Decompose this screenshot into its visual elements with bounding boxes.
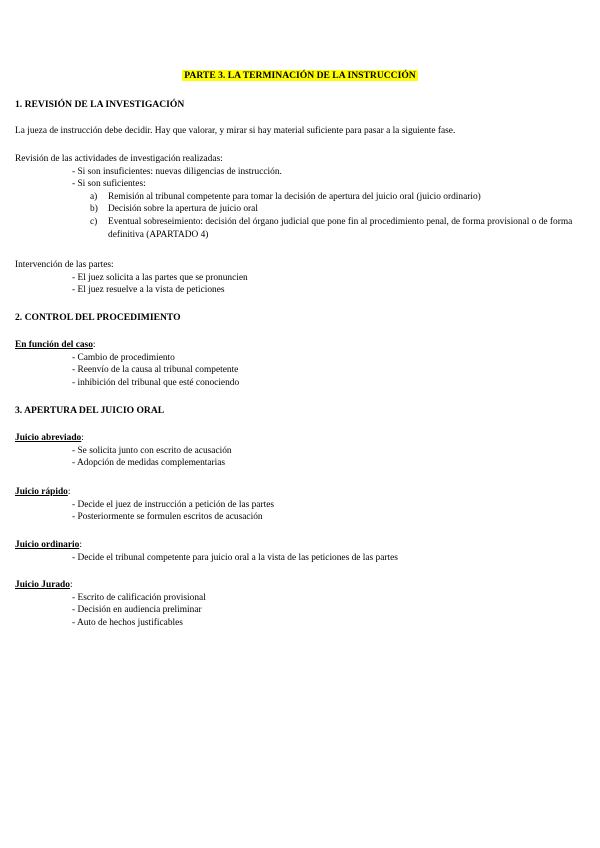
group-rapido: Juicio rápido: - Decide el juez de instrucción a petición de las partes - Posteriormente se formulen escritos de acusación — [15, 486, 588, 524]
list-item: - Reenvío de la causa al tribunal competente — [72, 364, 588, 377]
section-3-heading-block — [15, 405, 588, 418]
subheading: Juicio rápido — [15, 487, 68, 497]
list-item: - Si son insuficientes: nuevas diligencias de instrucción. — [72, 166, 588, 179]
subheading: Juicio Jurado — [15, 580, 70, 590]
item-text: Eventual sobreseimiento: decisión del órgano judicial que pone fin al procedimiento penal, de forma provisional o de forma definitiva (APARTADO 4) — [108, 216, 573, 240]
list-item: - Decisión en audiencia preliminar — [72, 604, 588, 617]
item-marker: c) — [90, 216, 98, 227]
group-ordinario: Juicio ordinario: - Decide el tribunal competente para juicio oral a la vista de las peticiones de las partes — [15, 539, 588, 564]
group-jurado: Juicio Jurado: - Escrito de calificación provisional - Decisión en audiencia preliminar - Auto de hechos justificables — [15, 579, 588, 629]
list-item — [90, 191, 588, 204]
page-title-line — [0, 70, 600, 83]
subheading: En función del caso — [15, 340, 93, 350]
revision-label: Revisión de las actividades de investigación realizadas: — [15, 154, 223, 164]
list-item: - Cambio de procedimiento — [72, 352, 588, 365]
list-item: - Decide el juez de instrucción a petición de las partes — [72, 499, 588, 512]
list-item: - Si son suficientes: — [72, 178, 588, 191]
section-1-intro-block — [15, 125, 588, 138]
intervencion-label: Intervención de las partes: — [15, 260, 114, 270]
intervencion-list — [15, 272, 588, 297]
section-1-intro: La jueza de instrucción debe decidir. Hay que valorar, y mirar si hay material suficiente para pasar a la siguiente fase. — [15, 126, 456, 136]
page-title: PARTE 3. LA TERMINACIÓN DE LA INSTRUCCIÓN — [184, 70, 416, 81]
control-block: En función del caso: - Cambio de procedimiento - Reenvío de la causa al tribunal competente - inhibición del tribunal que esté conociendo — [15, 339, 588, 389]
list-item: - El juez resuelve a la vista de peticiones — [72, 284, 588, 297]
group-list — [15, 552, 588, 565]
group-list — [15, 499, 588, 524]
group-list — [15, 592, 588, 630]
list-item: - Auto de hechos justificables — [72, 617, 588, 630]
list-item: - Posteriormente se formulen escritos de acusación — [72, 511, 588, 524]
list-item: - Escrito de calificación provisional — [72, 592, 588, 605]
intervencion-block — [15, 259, 588, 297]
group-list — [15, 445, 588, 470]
options-list — [15, 191, 588, 241]
group-abreviado: Juicio abreviado: - Se solicita junto con escrito de acusación - Adopción de medidas complementarias — [15, 432, 588, 470]
section-3-heading: 3. APERTURA DEL JUICIO ORAL — [15, 405, 165, 416]
item-marker: b) — [90, 204, 98, 215]
list-item: - inhibición del tribunal que esté conociendo — [72, 377, 588, 390]
list-item — [90, 216, 588, 241]
list-item: - El juez solicita a las partes que se pronuncien — [72, 272, 588, 285]
subheading: Juicio abreviado — [15, 433, 82, 443]
section-1-heading: 1. REVISIÓN DE LA INVESTIGACIÓN — [15, 99, 185, 110]
section-2-heading-block — [15, 312, 588, 325]
list-item: - Decide el tribunal competente para juicio oral a la vista de las peticiones de las partes — [72, 552, 588, 565]
revision-list — [15, 166, 588, 191]
item-marker: a) — [90, 191, 98, 202]
item-text: Decisión sobre la apertura de juicio oral — [108, 204, 258, 215]
list-item — [90, 203, 588, 216]
list-item: - Adopción de medidas complementarias — [72, 457, 588, 470]
item-text: Remisión al tribunal competente para tomar la decisión de apertura del juicio oral (juicio ordinario) — [108, 191, 481, 202]
section-1-heading-block — [15, 99, 588, 112]
list-item: - Se solicita junto con escrito de acusación — [72, 445, 588, 458]
control-list — [15, 352, 588, 390]
section-2-heading: 2. CONTROL DEL PROCEDIMIENTO — [15, 312, 181, 323]
subheading: Juicio ordinario — [15, 540, 80, 550]
revision-block — [15, 153, 588, 241]
